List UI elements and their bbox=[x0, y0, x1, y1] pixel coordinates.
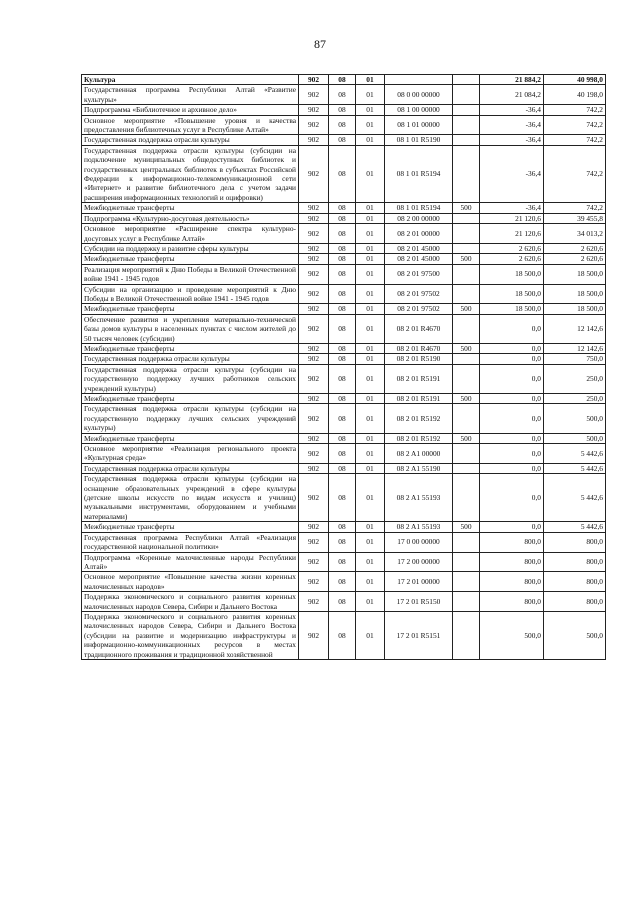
section-code: 08 bbox=[329, 354, 356, 364]
target-article-code: 08 1 00 00000 bbox=[385, 105, 453, 115]
section-code: 08 bbox=[329, 394, 356, 404]
target-article-code: 08 2 A1 55190 bbox=[385, 463, 453, 473]
row-name: Поддержка экономического и социального развития коренных малочисленных народов Севера, Сибири и Дальнего Востока (субсидии на развитие и модернизацию инфраструктуры и информационно-коммуникационных ресурсов в местах традиционного проживания и традиционной хозяйственной bbox=[82, 611, 299, 659]
target-article-code: 08 2 01 R5192 bbox=[385, 433, 453, 443]
section-code: 08 bbox=[329, 532, 356, 552]
ministry-code: 902 bbox=[299, 394, 329, 404]
table-row bbox=[82, 254, 606, 264]
row-name: Культура bbox=[82, 75, 299, 85]
section-code: 08 bbox=[329, 364, 356, 393]
table-row bbox=[82, 364, 606, 393]
table-row bbox=[82, 532, 606, 552]
amount-1: 18 500,0 bbox=[480, 304, 544, 314]
target-article-code: 08 2 A1 00000 bbox=[385, 444, 453, 464]
table-row bbox=[82, 105, 606, 115]
amount-1: 0,0 bbox=[480, 354, 544, 364]
expense-kind-code bbox=[453, 552, 480, 572]
expense-kind-code bbox=[453, 572, 480, 592]
amount-1: 0,0 bbox=[480, 314, 544, 343]
section-code: 08 bbox=[329, 522, 356, 532]
subsection-code: 01 bbox=[356, 404, 385, 433]
expense-kind-code bbox=[453, 404, 480, 433]
ministry-code: 902 bbox=[299, 572, 329, 592]
section-code: 08 bbox=[329, 463, 356, 473]
ministry-code: 902 bbox=[299, 592, 329, 612]
ministry-code: 902 bbox=[299, 343, 329, 353]
ministry-code: 902 bbox=[299, 364, 329, 393]
amount-1: -36,4 bbox=[480, 135, 544, 145]
amount-2: 250,0 bbox=[544, 394, 606, 404]
section-code: 08 bbox=[329, 304, 356, 314]
target-article-code: 08 2 01 R4670 bbox=[385, 343, 453, 353]
subsection-code: 01 bbox=[356, 611, 385, 659]
amount-1: 0,0 bbox=[480, 394, 544, 404]
amount-2: 5 442,6 bbox=[544, 444, 606, 464]
table-row bbox=[82, 463, 606, 473]
row-name: Основное мероприятие «Реализация регионального проекта «Культурная среда» bbox=[82, 444, 299, 464]
row-name: Субсидии на поддержку и развитие сферы культуры bbox=[82, 243, 299, 253]
expense-kind-code bbox=[453, 474, 480, 522]
target-article-code: 08 2 01 97502 bbox=[385, 284, 453, 304]
row-name: Государственная поддержка отрасли культуры bbox=[82, 463, 299, 473]
expense-kind-code bbox=[453, 463, 480, 473]
amount-2: 800,0 bbox=[544, 572, 606, 592]
table-row bbox=[82, 213, 606, 223]
amount-1: 21 084,2 bbox=[480, 85, 544, 105]
amount-1: -36,4 bbox=[480, 203, 544, 213]
section-code: 08 bbox=[329, 343, 356, 353]
ministry-code: 902 bbox=[299, 224, 329, 244]
section-code: 08 bbox=[329, 592, 356, 612]
section-code: 08 bbox=[329, 85, 356, 105]
amount-1: 800,0 bbox=[480, 552, 544, 572]
subsection-code: 01 bbox=[356, 264, 385, 284]
amount-2: 40 998,0 bbox=[544, 75, 606, 85]
subsection-code: 01 bbox=[356, 75, 385, 85]
subsection-code: 01 bbox=[356, 474, 385, 522]
table-row bbox=[82, 304, 606, 314]
amount-1: 0,0 bbox=[480, 364, 544, 393]
table-row bbox=[82, 135, 606, 145]
amount-1: 0,0 bbox=[480, 522, 544, 532]
table-row bbox=[82, 75, 606, 85]
amount-1: 0,0 bbox=[480, 474, 544, 522]
subsection-code: 01 bbox=[356, 444, 385, 464]
subsection-code: 01 bbox=[356, 572, 385, 592]
expense-kind-code bbox=[453, 314, 480, 343]
expense-kind-code: 500 bbox=[453, 304, 480, 314]
target-article-code: 08 0 00 00000 bbox=[385, 85, 453, 105]
amount-1: 21 120,6 bbox=[480, 213, 544, 223]
row-name: Подпрограмма «Библиотечное и архивное дело» bbox=[82, 105, 299, 115]
expense-kind-code: 500 bbox=[453, 343, 480, 353]
row-name: Подпрограмма «Культурно-досуговая деятельность» bbox=[82, 213, 299, 223]
expense-kind-code: 500 bbox=[453, 433, 480, 443]
row-name: Поддержка экономического и социального развития коренных малочисленных народов Севера, Сибири и Дальнего Востока bbox=[82, 592, 299, 612]
amount-2: 34 013,2 bbox=[544, 224, 606, 244]
subsection-code: 01 bbox=[356, 343, 385, 353]
target-article-code: 17 2 00 00000 bbox=[385, 552, 453, 572]
table-row bbox=[82, 394, 606, 404]
row-name: Подпрограмма «Коренные малочисленные народы Республики Алтай» bbox=[82, 552, 299, 572]
amount-2: 12 142,6 bbox=[544, 314, 606, 343]
expense-kind-code bbox=[453, 224, 480, 244]
amount-1: 0,0 bbox=[480, 433, 544, 443]
table-row bbox=[82, 243, 606, 253]
subsection-code: 01 bbox=[356, 433, 385, 443]
ministry-code: 902 bbox=[299, 444, 329, 464]
subsection-code: 01 bbox=[356, 463, 385, 473]
target-article-code: 08 2 01 R5190 bbox=[385, 354, 453, 364]
section-code: 08 bbox=[329, 145, 356, 202]
row-name: Основное мероприятие «Повышение качества жизни коренных малочисленных народов» bbox=[82, 572, 299, 592]
target-article-code: 08 2 01 R5191 bbox=[385, 364, 453, 393]
ministry-code: 902 bbox=[299, 105, 329, 115]
amount-2: 742,2 bbox=[544, 115, 606, 135]
ministry-code: 902 bbox=[299, 203, 329, 213]
section-code: 08 bbox=[329, 224, 356, 244]
expense-kind-code: 500 bbox=[453, 254, 480, 264]
amount-2: 5 442,6 bbox=[544, 463, 606, 473]
target-article-code: 08 2 01 45000 bbox=[385, 243, 453, 253]
section-code: 08 bbox=[329, 474, 356, 522]
expense-kind-code bbox=[453, 213, 480, 223]
subsection-code: 01 bbox=[356, 532, 385, 552]
amount-2: 18 500,0 bbox=[544, 264, 606, 284]
amount-1: 0,0 bbox=[480, 404, 544, 433]
expense-kind-code bbox=[453, 243, 480, 253]
target-article-code: 08 1 01 R5194 bbox=[385, 203, 453, 213]
ministry-code: 902 bbox=[299, 304, 329, 314]
row-name: Государственная программа Республики Алтай «Реализация государственной национальной политики» bbox=[82, 532, 299, 552]
ministry-code: 902 bbox=[299, 243, 329, 253]
expense-kind-code bbox=[453, 135, 480, 145]
subsection-code: 01 bbox=[356, 243, 385, 253]
amount-2: 2 620,6 bbox=[544, 243, 606, 253]
amount-2: 40 198,0 bbox=[544, 85, 606, 105]
expense-kind-code bbox=[453, 364, 480, 393]
amount-2: 500,0 bbox=[544, 611, 606, 659]
ministry-code: 902 bbox=[299, 284, 329, 304]
subsection-code: 01 bbox=[356, 213, 385, 223]
expense-kind-code bbox=[453, 105, 480, 115]
expense-kind-code bbox=[453, 532, 480, 552]
table-row bbox=[82, 444, 606, 464]
row-name: Реализация мероприятий к Дню Победы в Великой Отечественной войне 1941 - 1945 годов bbox=[82, 264, 299, 284]
budget-table-body bbox=[82, 75, 606, 660]
table-row bbox=[82, 404, 606, 433]
amount-2: 742,2 bbox=[544, 135, 606, 145]
section-code: 08 bbox=[329, 115, 356, 135]
ministry-code: 902 bbox=[299, 433, 329, 443]
ministry-code: 902 bbox=[299, 522, 329, 532]
ministry-code: 902 bbox=[299, 145, 329, 202]
target-article-code: 08 2 00 00000 bbox=[385, 213, 453, 223]
table-row bbox=[82, 264, 606, 284]
subsection-code: 01 bbox=[356, 254, 385, 264]
target-article-code: 08 2 01 R5192 bbox=[385, 404, 453, 433]
target-article-code: 08 2 01 97500 bbox=[385, 264, 453, 284]
amount-2: 742,2 bbox=[544, 203, 606, 213]
ministry-code: 902 bbox=[299, 354, 329, 364]
subsection-code: 01 bbox=[356, 224, 385, 244]
ministry-code: 902 bbox=[299, 463, 329, 473]
amount-2: 39 455,8 bbox=[544, 213, 606, 223]
amount-2: 250,0 bbox=[544, 364, 606, 393]
target-article-code: 08 2 01 00000 bbox=[385, 224, 453, 244]
ministry-code: 902 bbox=[299, 532, 329, 552]
ministry-code: 902 bbox=[299, 254, 329, 264]
ministry-code: 902 bbox=[299, 314, 329, 343]
ministry-code: 902 bbox=[299, 474, 329, 522]
section-code: 08 bbox=[329, 264, 356, 284]
row-name: Государственная поддержка отрасли культуры (субсидии на подключение муниципальных общедоступных библиотек и государственных центральных библиотек в субъектах Российской Федерации к информационно-телекоммуникационной сети «Интернет» и развитие библиотечного дела с учетом задачи расширения информационных технологий и оцифровки) bbox=[82, 145, 299, 202]
expense-kind-code: 500 bbox=[453, 522, 480, 532]
expense-kind-code bbox=[453, 611, 480, 659]
amount-1: 800,0 bbox=[480, 572, 544, 592]
table-row bbox=[82, 433, 606, 443]
subsection-code: 01 bbox=[356, 354, 385, 364]
table-row bbox=[82, 354, 606, 364]
ministry-code: 902 bbox=[299, 85, 329, 105]
target-article-code: 08 1 01 00000 bbox=[385, 115, 453, 135]
table-row bbox=[82, 85, 606, 105]
target-article-code: 17 2 01 00000 bbox=[385, 572, 453, 592]
subsection-code: 01 bbox=[356, 592, 385, 612]
table-row bbox=[82, 314, 606, 343]
budget-table bbox=[81, 74, 606, 660]
section-code: 08 bbox=[329, 284, 356, 304]
row-name: Субсидии на организацию и проведение мероприятий к Дню Победы в Великой Отечественной войне 1941 - 1945 годов bbox=[82, 284, 299, 304]
section-code: 08 bbox=[329, 572, 356, 592]
ministry-code: 902 bbox=[299, 115, 329, 135]
amount-1: 2 620,6 bbox=[480, 254, 544, 264]
section-code: 08 bbox=[329, 203, 356, 213]
subsection-code: 01 bbox=[356, 203, 385, 213]
amount-1: 2 620,6 bbox=[480, 243, 544, 253]
table-row bbox=[82, 145, 606, 202]
amount-1: 800,0 bbox=[480, 532, 544, 552]
target-article-code: 08 2 A1 55193 bbox=[385, 474, 453, 522]
table-row bbox=[82, 474, 606, 522]
row-name: Государственная поддержка отрасли культуры (субсидии на государственную поддержку лучших сельских учреждений культуры) bbox=[82, 404, 299, 433]
subsection-code: 01 bbox=[356, 552, 385, 572]
section-code: 08 bbox=[329, 552, 356, 572]
target-article-code: 08 1 01 R5190 bbox=[385, 135, 453, 145]
row-name: Межбюджетные трансферты bbox=[82, 304, 299, 314]
subsection-code: 01 bbox=[356, 105, 385, 115]
subsection-code: 01 bbox=[356, 135, 385, 145]
table-row bbox=[82, 224, 606, 244]
amount-1: 18 500,0 bbox=[480, 284, 544, 304]
expense-kind-code: 500 bbox=[453, 203, 480, 213]
ministry-code: 902 bbox=[299, 264, 329, 284]
expense-kind-code bbox=[453, 85, 480, 105]
target-article-code: 17 2 01 R5150 bbox=[385, 592, 453, 612]
section-code: 08 bbox=[329, 213, 356, 223]
subsection-code: 01 bbox=[356, 364, 385, 393]
amount-2: 12 142,6 bbox=[544, 343, 606, 353]
expense-kind-code bbox=[453, 264, 480, 284]
amount-1: 18 500,0 bbox=[480, 264, 544, 284]
section-code: 08 bbox=[329, 444, 356, 464]
amount-2: 750,0 bbox=[544, 354, 606, 364]
table-row bbox=[82, 552, 606, 572]
amount-1: -36,4 bbox=[480, 105, 544, 115]
amount-2: 500,0 bbox=[544, 404, 606, 433]
subsection-code: 01 bbox=[356, 522, 385, 532]
amount-2: 800,0 bbox=[544, 532, 606, 552]
target-article-code: 08 2 01 R5191 bbox=[385, 394, 453, 404]
amount-1: 500,0 bbox=[480, 611, 544, 659]
section-code: 08 bbox=[329, 611, 356, 659]
table-row bbox=[82, 343, 606, 353]
ministry-code: 902 bbox=[299, 552, 329, 572]
amount-2: 800,0 bbox=[544, 552, 606, 572]
amount-1: 0,0 bbox=[480, 343, 544, 353]
amount-1: 21 884,2 bbox=[480, 75, 544, 85]
row-name: Основное мероприятие «Повышение уровня и качества предоставления библиотечных услуг в Республике Алтай» bbox=[82, 115, 299, 135]
ministry-code: 902 bbox=[299, 213, 329, 223]
amount-2: 800,0 bbox=[544, 592, 606, 612]
amount-1: 0,0 bbox=[480, 444, 544, 464]
row-name: Межбюджетные трансферты bbox=[82, 522, 299, 532]
expense-kind-code bbox=[453, 75, 480, 85]
amount-2: 742,2 bbox=[544, 145, 606, 202]
row-name: Обеспечение развития и укрепления материально-технической базы домов культуры в населенных пунктах с числом жителей до 50 тысяч человек (субсидии) bbox=[82, 314, 299, 343]
expense-kind-code bbox=[453, 115, 480, 135]
target-article-code: 08 2 01 R4670 bbox=[385, 314, 453, 343]
amount-2: 5 442,6 bbox=[544, 522, 606, 532]
subsection-code: 01 bbox=[356, 304, 385, 314]
amount-1: 0,0 bbox=[480, 463, 544, 473]
ministry-code: 902 bbox=[299, 135, 329, 145]
page-number: 87 bbox=[314, 37, 326, 51]
ministry-code: 902 bbox=[299, 611, 329, 659]
target-article-code: 17 0 00 00000 bbox=[385, 532, 453, 552]
amount-2: 500,0 bbox=[544, 433, 606, 443]
target-article-code: 17 2 01 R5151 bbox=[385, 611, 453, 659]
subsection-code: 01 bbox=[356, 314, 385, 343]
section-code: 08 bbox=[329, 254, 356, 264]
subsection-code: 01 bbox=[356, 394, 385, 404]
amount-1: 21 120,6 bbox=[480, 224, 544, 244]
amount-2: 18 500,0 bbox=[544, 284, 606, 304]
amount-1: -36,4 bbox=[480, 115, 544, 135]
expense-kind-code bbox=[453, 444, 480, 464]
table-row bbox=[82, 115, 606, 135]
row-name: Межбюджетные трансферты bbox=[82, 203, 299, 213]
amount-2: 742,2 bbox=[544, 105, 606, 115]
target-article-code bbox=[385, 75, 453, 85]
table-row bbox=[82, 611, 606, 659]
amount-2: 5 442,6 bbox=[544, 474, 606, 522]
subsection-code: 01 bbox=[356, 115, 385, 135]
target-article-code: 08 2 A1 55193 bbox=[385, 522, 453, 532]
section-code: 08 bbox=[329, 105, 356, 115]
row-name: Государственная программа Республики Алтай «Развитие культуры» bbox=[82, 85, 299, 105]
subsection-code: 01 bbox=[356, 284, 385, 304]
section-code: 08 bbox=[329, 243, 356, 253]
row-name: Межбюджетные трансферты bbox=[82, 343, 299, 353]
expense-kind-code bbox=[453, 145, 480, 202]
ministry-code: 902 bbox=[299, 75, 329, 85]
expense-kind-code bbox=[453, 354, 480, 364]
expense-kind-code bbox=[453, 592, 480, 612]
row-name: Государственная поддержка отрасли культуры (субсидии на государственную поддержку лучших работников сельских учреждений культуры) bbox=[82, 364, 299, 393]
target-article-code: 08 2 01 97502 bbox=[385, 304, 453, 314]
section-code: 08 bbox=[329, 75, 356, 85]
table-row bbox=[82, 572, 606, 592]
amount-1: 800,0 bbox=[480, 592, 544, 612]
table-row bbox=[82, 203, 606, 213]
row-name: Межбюджетные трансферты bbox=[82, 394, 299, 404]
section-code: 08 bbox=[329, 433, 356, 443]
section-code: 08 bbox=[329, 404, 356, 433]
amount-1: -36,4 bbox=[480, 145, 544, 202]
section-code: 08 bbox=[329, 314, 356, 343]
row-name: Основное мероприятие «Расширение спектра культурно-досуговых услуг в Республике Алтай» bbox=[82, 224, 299, 244]
row-name: Государственная поддержка отрасли культуры (субсидии на оснащение образовательных учреждений в сфере культуры (детские школы искусств по видам искусств и училищ) музыкальными инструментами, оборудованием и учебными материалами) bbox=[82, 474, 299, 522]
target-article-code: 08 2 01 45000 bbox=[385, 254, 453, 264]
target-article-code: 08 1 01 R5194 bbox=[385, 145, 453, 202]
subsection-code: 01 bbox=[356, 85, 385, 105]
table-row bbox=[82, 522, 606, 532]
row-name: Межбюджетные трансферты bbox=[82, 254, 299, 264]
table-row bbox=[82, 284, 606, 304]
ministry-code: 902 bbox=[299, 404, 329, 433]
subsection-code: 01 bbox=[356, 145, 385, 202]
expense-kind-code bbox=[453, 284, 480, 304]
row-name: Государственная поддержка отрасли культуры bbox=[82, 354, 299, 364]
amount-2: 2 620,6 bbox=[544, 254, 606, 264]
amount-2: 18 500,0 bbox=[544, 304, 606, 314]
section-code: 08 bbox=[329, 135, 356, 145]
row-name: Межбюджетные трансферты bbox=[82, 433, 299, 443]
row-name: Государственная поддержка отрасли культуры bbox=[82, 135, 299, 145]
expense-kind-code: 500 bbox=[453, 394, 480, 404]
table-row bbox=[82, 592, 606, 612]
